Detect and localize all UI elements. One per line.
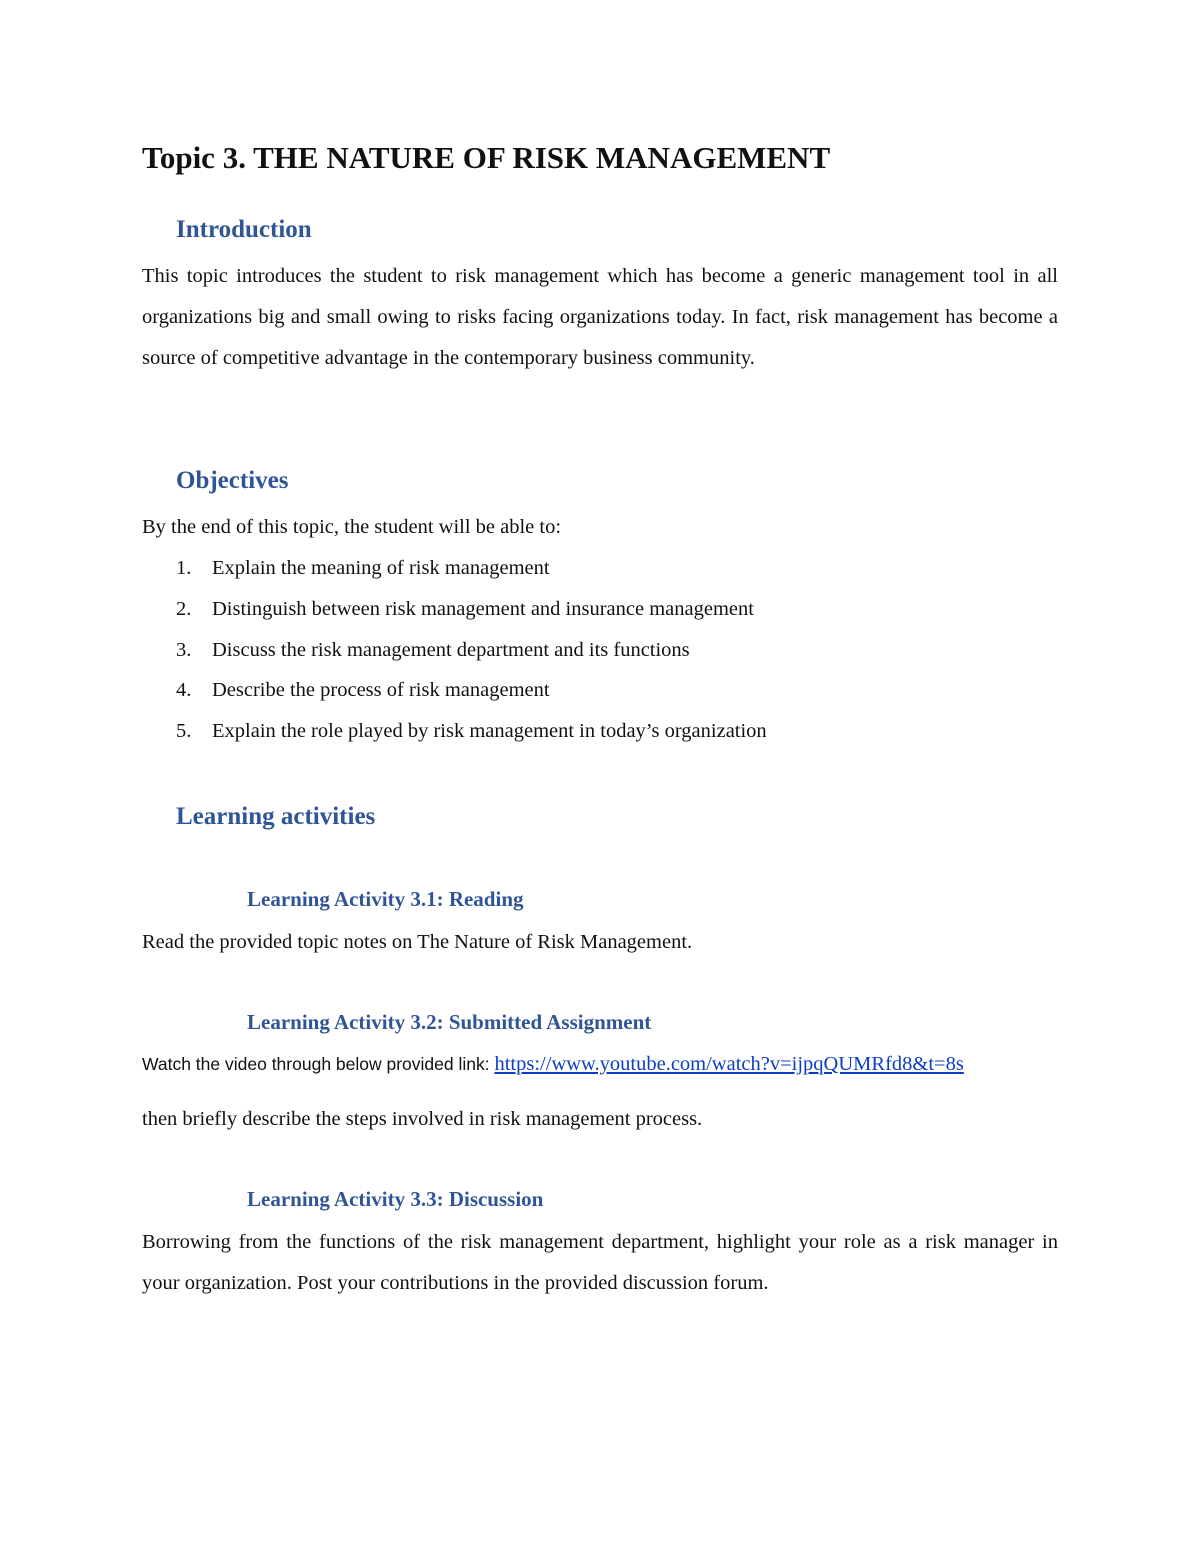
activity-3-2-link-line (142, 1044, 1058, 1085)
objective-item (142, 589, 1058, 630)
activity-3-1-text: Read the provided topic notes on The Nature of Risk Management. (142, 931, 693, 953)
objective-text: Distinguish between risk management and insurance management (212, 597, 754, 620)
objectives-lead: By the end of this topic, the student will be able to: (142, 516, 562, 538)
objective-number: 3. (176, 638, 192, 661)
page-title: Topic 3. THE NATURE OF RISK MANAGEMENT (142, 140, 831, 175)
activity-3-3-text: Borrowing from the functions of the risk management department, highlight your role as a risk manager in your organization. Post your contributions in the provided discussion forum. (142, 1231, 1058, 1294)
video-link-lead: Watch the video through below provided link: (142, 1054, 495, 1074)
objective-number: 4. (176, 679, 192, 702)
objective-item (142, 548, 1058, 589)
objective-item (142, 711, 1058, 752)
introduction-paragraph: This topic introduces the student to risk management which has become a generic management tool in all organizations big and small owing to risks facing organizations today. In fact, risk management has become a source of competitive advantage in the contemporary business community. (142, 265, 1058, 369)
objective-text: Explain the role played by risk management in today’s organization (212, 720, 767, 743)
learning-activities-heading: Learning activities (176, 803, 376, 830)
objective-number: 1. (176, 557, 192, 579)
objectives-list (142, 548, 1058, 752)
activity-3-2-followup: then briefly describe the steps involved in risk management process. (142, 1108, 703, 1130)
introduction-heading: Introduction (176, 216, 312, 243)
activity-3-3-heading: Learning Activity 3.3: Discussion (247, 1187, 544, 1211)
objectives-heading: Objectives (176, 467, 289, 494)
youtube-video-link[interactable]: https://www.youtube.com/watch?v=ijpqQUMRfd8&t=8s (494, 1053, 964, 1075)
activity-3-1-heading: Learning Activity 3.1: Reading (247, 887, 524, 911)
objective-text: Explain the meaning of risk management (212, 557, 550, 579)
objective-text: Describe the process of risk management (212, 679, 550, 702)
objective-item (142, 670, 1058, 711)
objective-item (142, 630, 1058, 671)
objective-number: 5. (176, 720, 192, 743)
objective-number: 2. (176, 597, 192, 620)
activity-3-2-heading: Learning Activity 3.2: Submitted Assignment (247, 1010, 652, 1034)
objective-text: Discuss the risk management department and its functions (212, 638, 690, 661)
